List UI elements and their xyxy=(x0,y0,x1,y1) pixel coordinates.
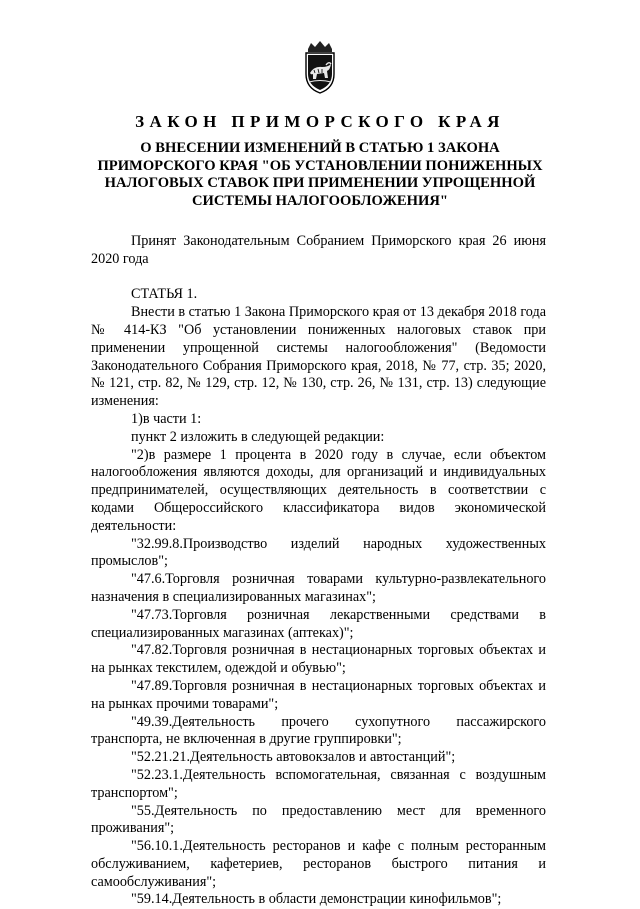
okved-code-item: "52.21.21.Деятельность автовокзалов и автостанций"; xyxy=(131,749,456,766)
subtitle-line: О ВНЕСЕНИИ ИЗМЕНЕНИЙ В СТАТЬЮ 1 ЗАКОНА xyxy=(140,140,500,156)
document-body xyxy=(91,233,546,909)
okved-code-item: "47.89.Торговля розничная в нестационарных торговых объектах и на рынках прочими товарами"; xyxy=(91,677,546,712)
part-item: 1)в части 1: xyxy=(131,410,202,427)
law-subtitle xyxy=(96,140,544,210)
okved-code-item: "47.73.Торговля розничная лекарственными средствами в специализированных магазинах (аптеках)"; xyxy=(91,606,546,641)
subtitle-line: НАЛОГОВЫХ СТАВОК ПРИ ПРИМЕНЕНИИ УПРОЩЕННОЙ xyxy=(104,175,536,192)
point-item: пункт 2 изложить в следующей редакции: xyxy=(131,428,385,445)
article-heading: СТАТЬЯ 1. xyxy=(131,286,198,303)
okved-code-item: "47.6.Торговля розничная товарами культурно-развлекательного назначения в специализированных магазинах"; xyxy=(91,571,546,605)
coat-of-arms-icon xyxy=(300,40,340,94)
okved-code-item: "59.14.Деятельность в области демонстрации кинофильмов"; xyxy=(131,891,502,908)
article-intro: Внести в статью 1 Закона Приморского края от 13 декабря 2018 года № 414-КЗ "Об установлении пониженных налоговых ставок при применении упрощенной системы налогообложения" (Ведомости Законодательного Собрания Приморского края, 2018, № 77, стр. 35; 2020, № 121, стр. 82, № 129, стр. 12, № 130, стр. 26, № 131, стр. 13) следующие изменения: xyxy=(91,304,546,410)
subtitle-line: ПРИМОРСКОГО КРАЯ "ОБ УСТАНОВЛЕНИИ ПОНИЖЕННЫХ xyxy=(97,157,543,174)
rate-paragraph: "2)в размере 1 процента в 2020 году в случае, если объектом налогообложения являются доходы, для организаций и индивидуальных предпринимателей, осуществляющих деятельность в соответствии с кодами Общероссийского классификатора видов экономической деятельности: xyxy=(91,446,546,534)
okved-code-item: "49.39.Деятельность прочего сухопутного пассажирского транспорта, не включенная в другие группировки"; xyxy=(91,713,546,748)
okved-code-item: "32.99.8.Производство изделий народных художественных промыслов"; xyxy=(91,535,546,570)
okved-code-item: "55.Деятельность по предоставлению мест для временного проживания"; xyxy=(91,802,546,837)
okved-code-item: "47.82.Торговля розничная в нестационарных торговых объектах и на рынках текстилем, одеждой и обувью"; xyxy=(91,642,546,677)
adoption-note: Принят Законодательным Собранием Приморского края 26 июня 2020 года xyxy=(91,233,546,267)
law-title: ЗАКОН ПРИМОРСКОГО КРАЯ xyxy=(135,112,505,131)
subtitle-line: СИСТЕМЫ НАЛОГООБЛОЖЕНИЯ" xyxy=(191,192,449,209)
okved-code-item: "56.10.1.Деятельность ресторанов и кафе с полным ресторанным обслуживанием, кафетериев, ресторанов быстрого питания и самообслуживания"; xyxy=(91,838,546,890)
okved-code-item: "52.23.1.Деятельность вспомогательная, связанная с воздушным транспортом"; xyxy=(91,766,546,801)
